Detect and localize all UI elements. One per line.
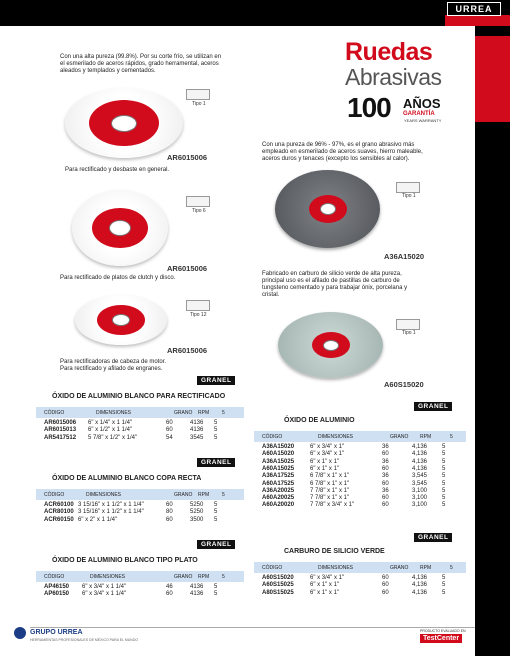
product-code: A36A15020 [384, 252, 425, 261]
wheel-hole [109, 220, 131, 236]
table-row [262, 444, 452, 451]
table-cell: 5 [214, 591, 218, 598]
table-cell: 5 [214, 502, 218, 508]
product-description: Fabricado en carburo de silicio verde de alta pureza, principal uso es el afilado de pastillas de carburo de tungsteno cementado y para trabajar ónix, porcelana y cristal. [262, 271, 408, 298]
table-row [44, 591, 224, 598]
testcenter-logo: TestCenter [420, 634, 462, 643]
table-row [262, 488, 452, 495]
table-cell: 5 [442, 465, 446, 472]
column-header-rpm: RPM [198, 491, 210, 498]
table-cell: ACR60150 [44, 516, 74, 523]
table-cell: 4,136 [412, 582, 428, 589]
table-title: ÓXIDO DE ALUMINIO BLANCO PARA RECTIFICADO [52, 393, 226, 400]
table-cell: ACR80100 [44, 509, 74, 516]
table-header [36, 571, 244, 582]
table-cell: 6" x 1" x 1" [310, 465, 340, 472]
granel-tag: GRANEL [197, 540, 235, 549]
profile-icon [186, 196, 210, 207]
wheel-hole [112, 314, 130, 326]
profile-icon [186, 89, 210, 100]
table-cell: 3,100 [412, 487, 428, 494]
table-cell: A60A20020 [262, 502, 295, 509]
table-cell: 5 [214, 420, 218, 426]
product-code: AR6015006 [167, 153, 208, 162]
table-cell: A80S15025 [262, 589, 294, 596]
wheel-hole [111, 115, 137, 132]
granel-tag: GRANEL [414, 533, 452, 542]
profile-icon [396, 182, 420, 193]
granel-tag: GRANEL [414, 402, 452, 411]
table-cell: 60 [382, 465, 389, 472]
globe-icon [14, 627, 26, 639]
table-cell: 6" x 3/4" x 1 1/4" [82, 584, 127, 590]
table-cell: 60 [382, 495, 389, 502]
table-cell: 60 [166, 516, 173, 523]
table-cell: 60 [166, 427, 173, 434]
column-header-codigo: CÓDIGO [44, 409, 65, 416]
table-cell: AR6015013 [44, 427, 77, 434]
table-title: ÓXIDO DE ALUMINIO [284, 417, 355, 424]
table-cell: A36A20025 [262, 487, 295, 494]
table-cell: 7 7/8" x 3/4" x 1" [310, 502, 355, 509]
table-cell: 6" x 3/4" x 1" [310, 575, 345, 581]
table-cell: 5 [442, 451, 446, 458]
column-header-rpm: RPM [420, 564, 432, 571]
table-cell: 5 [214, 516, 218, 523]
product-caption: Para rectificado de platos de clutch y disco. [60, 275, 176, 281]
table-cell: 3 15/16" x 1 1/2" x 1 1/4" [78, 509, 144, 516]
table-cell: 4136 [190, 427, 204, 434]
table-title: CARBURO DE SILICIO VERDE [284, 548, 385, 555]
column-header-warranty_icon: 5 [222, 573, 225, 580]
table-row [262, 575, 452, 582]
column-header-codigo: CÓDIGO [44, 573, 65, 580]
wheel-hole [323, 340, 339, 351]
table-cell: 60 [166, 420, 173, 426]
table-cell: 5 [214, 584, 218, 590]
table-cell: A36A15025 [262, 458, 295, 465]
table-cell: 4,136 [412, 575, 428, 581]
table-row [44, 435, 224, 442]
wheel-label [312, 332, 350, 358]
table-cell: 4,136 [412, 465, 428, 472]
table-row [262, 582, 452, 589]
table-cell: 6" x 3/4" x 1 1/4" [82, 591, 127, 598]
column-header-dimensiones: DIMENSIONES [318, 564, 354, 571]
tipo-label: Tipo 6 [192, 208, 206, 214]
tipo-label: Tipo 1 [192, 101, 206, 107]
column-header-codigo: CÓDIGO [262, 433, 283, 440]
table-header [254, 562, 466, 573]
wheel-label [309, 195, 347, 223]
table-cell: 60 [166, 502, 173, 508]
table-cell: 5 7/8" x 1/2" x 1/4" [88, 434, 138, 441]
table-cell: 5 [442, 487, 446, 494]
column-header-warranty_icon: 5 [222, 409, 225, 416]
page-subtitle: Abrasivas [345, 64, 442, 90]
table-cell: 5 [442, 575, 446, 581]
column-header-grano: GRANO [174, 409, 193, 416]
table-cell: 5 [214, 434, 218, 441]
table-cell: 36 [382, 487, 389, 494]
footer-tagline: HERRAMIENTAS PROFESIONALES DE MÉXICO PARA EL MUNDO [30, 638, 139, 642]
column-header-codigo: CÓDIGO [44, 491, 65, 498]
table-header [36, 489, 244, 500]
product-code: AR6015006 [167, 346, 208, 355]
column-header-dimensiones: DIMENSIONES [96, 409, 132, 416]
product-description: Con una alta pureza (99.8%). Por su corte frío, se utilizan en el esmerilado de aceros rápidos, grado herramental, aceros aleados y templados y cementados. [60, 54, 222, 74]
brand-logo: URREA [447, 2, 501, 16]
tipo-label: Tipo 1 [402, 330, 416, 336]
table-cell: AR6015006 [44, 420, 77, 426]
table-cell: 3,545 [412, 480, 428, 487]
table-cell: 5 [442, 495, 446, 502]
table-header [254, 431, 466, 442]
profile-icon [396, 319, 420, 330]
table-cell: A60S15025 [262, 582, 294, 589]
table-cell: 54 [166, 434, 173, 441]
table-cell: 4,136 [412, 589, 428, 596]
table-row [44, 584, 224, 591]
column-header-warranty_icon: 5 [450, 564, 453, 571]
column-header-warranty_icon: 5 [222, 491, 225, 498]
table-cell: 4136 [190, 420, 204, 426]
table-row [262, 502, 452, 509]
table-cell: 5 [442, 458, 446, 465]
table-cell: 3500 [190, 516, 204, 523]
table-cell: 60 [382, 480, 389, 487]
gray-wheel-image [275, 170, 380, 248]
table-cell: 6" x 2" x 1 1/4" [78, 516, 118, 523]
wheel-label [97, 305, 145, 335]
table-cell: 6 7/8" x 1" x 1" [310, 480, 350, 487]
table-row [262, 481, 452, 488]
footer-rule [30, 627, 475, 628]
table-row [44, 502, 224, 509]
footer-brand: GRUPO URREA [30, 629, 83, 636]
table-cell: 6 7/8" x 1" x 1" [310, 473, 350, 480]
table-cell: 4,136 [412, 444, 428, 450]
table-cell: 5 [442, 480, 446, 487]
column-header-codigo: CÓDIGO [262, 564, 283, 571]
product-caption: Para rectificadoras de cabeza de motor. Para rectificado y afilado de engranes. [60, 359, 167, 372]
table-row [262, 451, 452, 458]
product-caption: Para rectificado y desbaste en general. [65, 167, 170, 173]
table-row [44, 509, 224, 516]
table-cell: 5250 [190, 509, 204, 516]
table-cell: 6" x 1/2" x 1 1/4" [88, 427, 133, 434]
table-cell: A60A15025 [262, 465, 295, 472]
table-row [44, 427, 224, 434]
table-cell: ACR60100 [44, 502, 74, 508]
table-cell: 60 [382, 502, 389, 509]
table-title: ÓXIDO DE ALUMINIO BLANCO TIPO PLATO [52, 557, 198, 564]
table-cell: A60A17525 [262, 480, 295, 487]
column-header-grano: GRANO [390, 433, 409, 440]
product-code: AR6015006 [167, 264, 208, 273]
table-row [262, 495, 452, 502]
anniversary-badge-garantia: GARANTÍA [403, 111, 435, 117]
table-cell: 3 15/16" x 1 1/2" x 1 1/4" [78, 502, 144, 508]
wheel-label [89, 100, 159, 146]
table-cell: 6" x 1/4" x 1 1/4" [88, 420, 133, 426]
table-cell: 5 [442, 444, 446, 450]
table-cell: A60A20025 [262, 495, 295, 502]
table-row [262, 466, 452, 473]
table-cell: 7 7/8" x 1" x 1" [310, 495, 350, 502]
table-row [44, 517, 224, 524]
table-row [262, 590, 452, 597]
tipo-label: Tipo 1 [402, 193, 416, 199]
table-cell: 4136 [190, 584, 204, 590]
table-cell: 5 [442, 473, 446, 480]
table-cell: 5 [442, 502, 446, 509]
table-cell: 60 [166, 591, 173, 598]
table-cell: 3,100 [412, 495, 428, 502]
table-cell: A36A15020 [262, 444, 295, 450]
table-row [262, 459, 452, 466]
table-cell: A60S15020 [262, 575, 294, 581]
granel-tag: GRANEL [197, 458, 235, 467]
table-cell: 3,545 [412, 473, 428, 480]
wheel-label [92, 208, 148, 248]
column-header-rpm: RPM [198, 409, 210, 416]
product-description: Con una pureza de 96% - 97%, es el grano abrasivo más empleado en esmerilado de aceros suaves, hierro maleable, aceros duros y tenaces (excepto los sensibles al calor). [262, 142, 423, 162]
sidebar-accent [475, 36, 510, 122]
table-cell: 7 7/8" x 1" x 1" [310, 487, 350, 494]
column-header-dimensiones: DIMENSIONES [318, 433, 354, 440]
table-cell: 6" x 3/4" x 1" [310, 444, 345, 450]
table-cell: 5250 [190, 502, 204, 508]
column-header-dimensiones: DIMENSIONES [90, 573, 126, 580]
plate-wheel-image [75, 295, 167, 345]
table-cell: 5 [214, 509, 218, 516]
column-header-warranty_icon: 5 [450, 433, 453, 440]
column-header-grano: GRANO [174, 491, 193, 498]
table-cell: AP60150 [44, 591, 70, 598]
table-cell: A60A15020 [262, 451, 295, 458]
table-cell: AP46150 [44, 584, 70, 590]
table-cell: 3,100 [412, 502, 428, 509]
table-cell: 5 [214, 427, 218, 434]
table-cell: 6" x 1" x 1" [310, 589, 340, 596]
table-cell: 5 [442, 582, 446, 589]
table-cell: 6" x 1" x 1" [310, 582, 340, 589]
table-header [36, 407, 244, 418]
table-cell: 6" x 1" x 1" [310, 458, 340, 465]
table-cell: 5 [442, 589, 446, 596]
tipo-label: Tipo 12 [190, 312, 207, 318]
cup-wheel-image [72, 190, 168, 266]
header-bar [0, 0, 510, 26]
table-cell: 3545 [190, 434, 204, 441]
table-cell: 4,136 [412, 458, 428, 465]
table-cell: 60 [382, 582, 389, 589]
table-row [44, 420, 224, 427]
column-header-dimensiones: DIMENSIONES [86, 491, 122, 498]
column-header-rpm: RPM [420, 433, 432, 440]
green-wheel-image [278, 312, 383, 378]
table-cell: 36 [382, 444, 389, 450]
anniversary-badge-number: 100 [347, 92, 391, 123]
tested-label: PRODUCTO EVALUADO EN [420, 629, 466, 633]
wheel-hole [320, 203, 336, 215]
table-row [262, 473, 452, 480]
column-header-grano: GRANO [390, 564, 409, 571]
table-cell: 46 [166, 584, 173, 590]
granel-tag: GRANEL [197, 376, 235, 385]
table-cell: 4136 [190, 591, 204, 598]
column-header-grano: GRANO [174, 573, 193, 580]
table-cell: 36 [382, 458, 389, 465]
white-wheel-image [65, 88, 183, 158]
table-cell: 80 [166, 509, 173, 516]
table-cell: 60 [382, 575, 389, 581]
table-title: ÓXIDO DE ALUMINIO BLANCO COPA RECTA [52, 475, 202, 482]
table-cell: A36A17525 [262, 473, 295, 480]
column-header-rpm: RPM [198, 573, 210, 580]
page-title: Ruedas [345, 38, 433, 66]
table-cell: 4,136 [412, 451, 428, 458]
anniversary-badge-warranty: YEARS WARRANTY [404, 118, 442, 123]
header-accent [445, 15, 510, 26]
table-cell: 60 [382, 451, 389, 458]
table-cell: 36 [382, 473, 389, 480]
table-cell: 60 [382, 589, 389, 596]
table-cell: 6" x 3/4" x 1" [310, 451, 345, 458]
profile-icon [186, 300, 210, 311]
anniversary-badge-anos: AÑOS [403, 96, 441, 111]
product-code: A60S15020 [384, 380, 424, 389]
table-cell: AR5417512 [44, 434, 77, 441]
